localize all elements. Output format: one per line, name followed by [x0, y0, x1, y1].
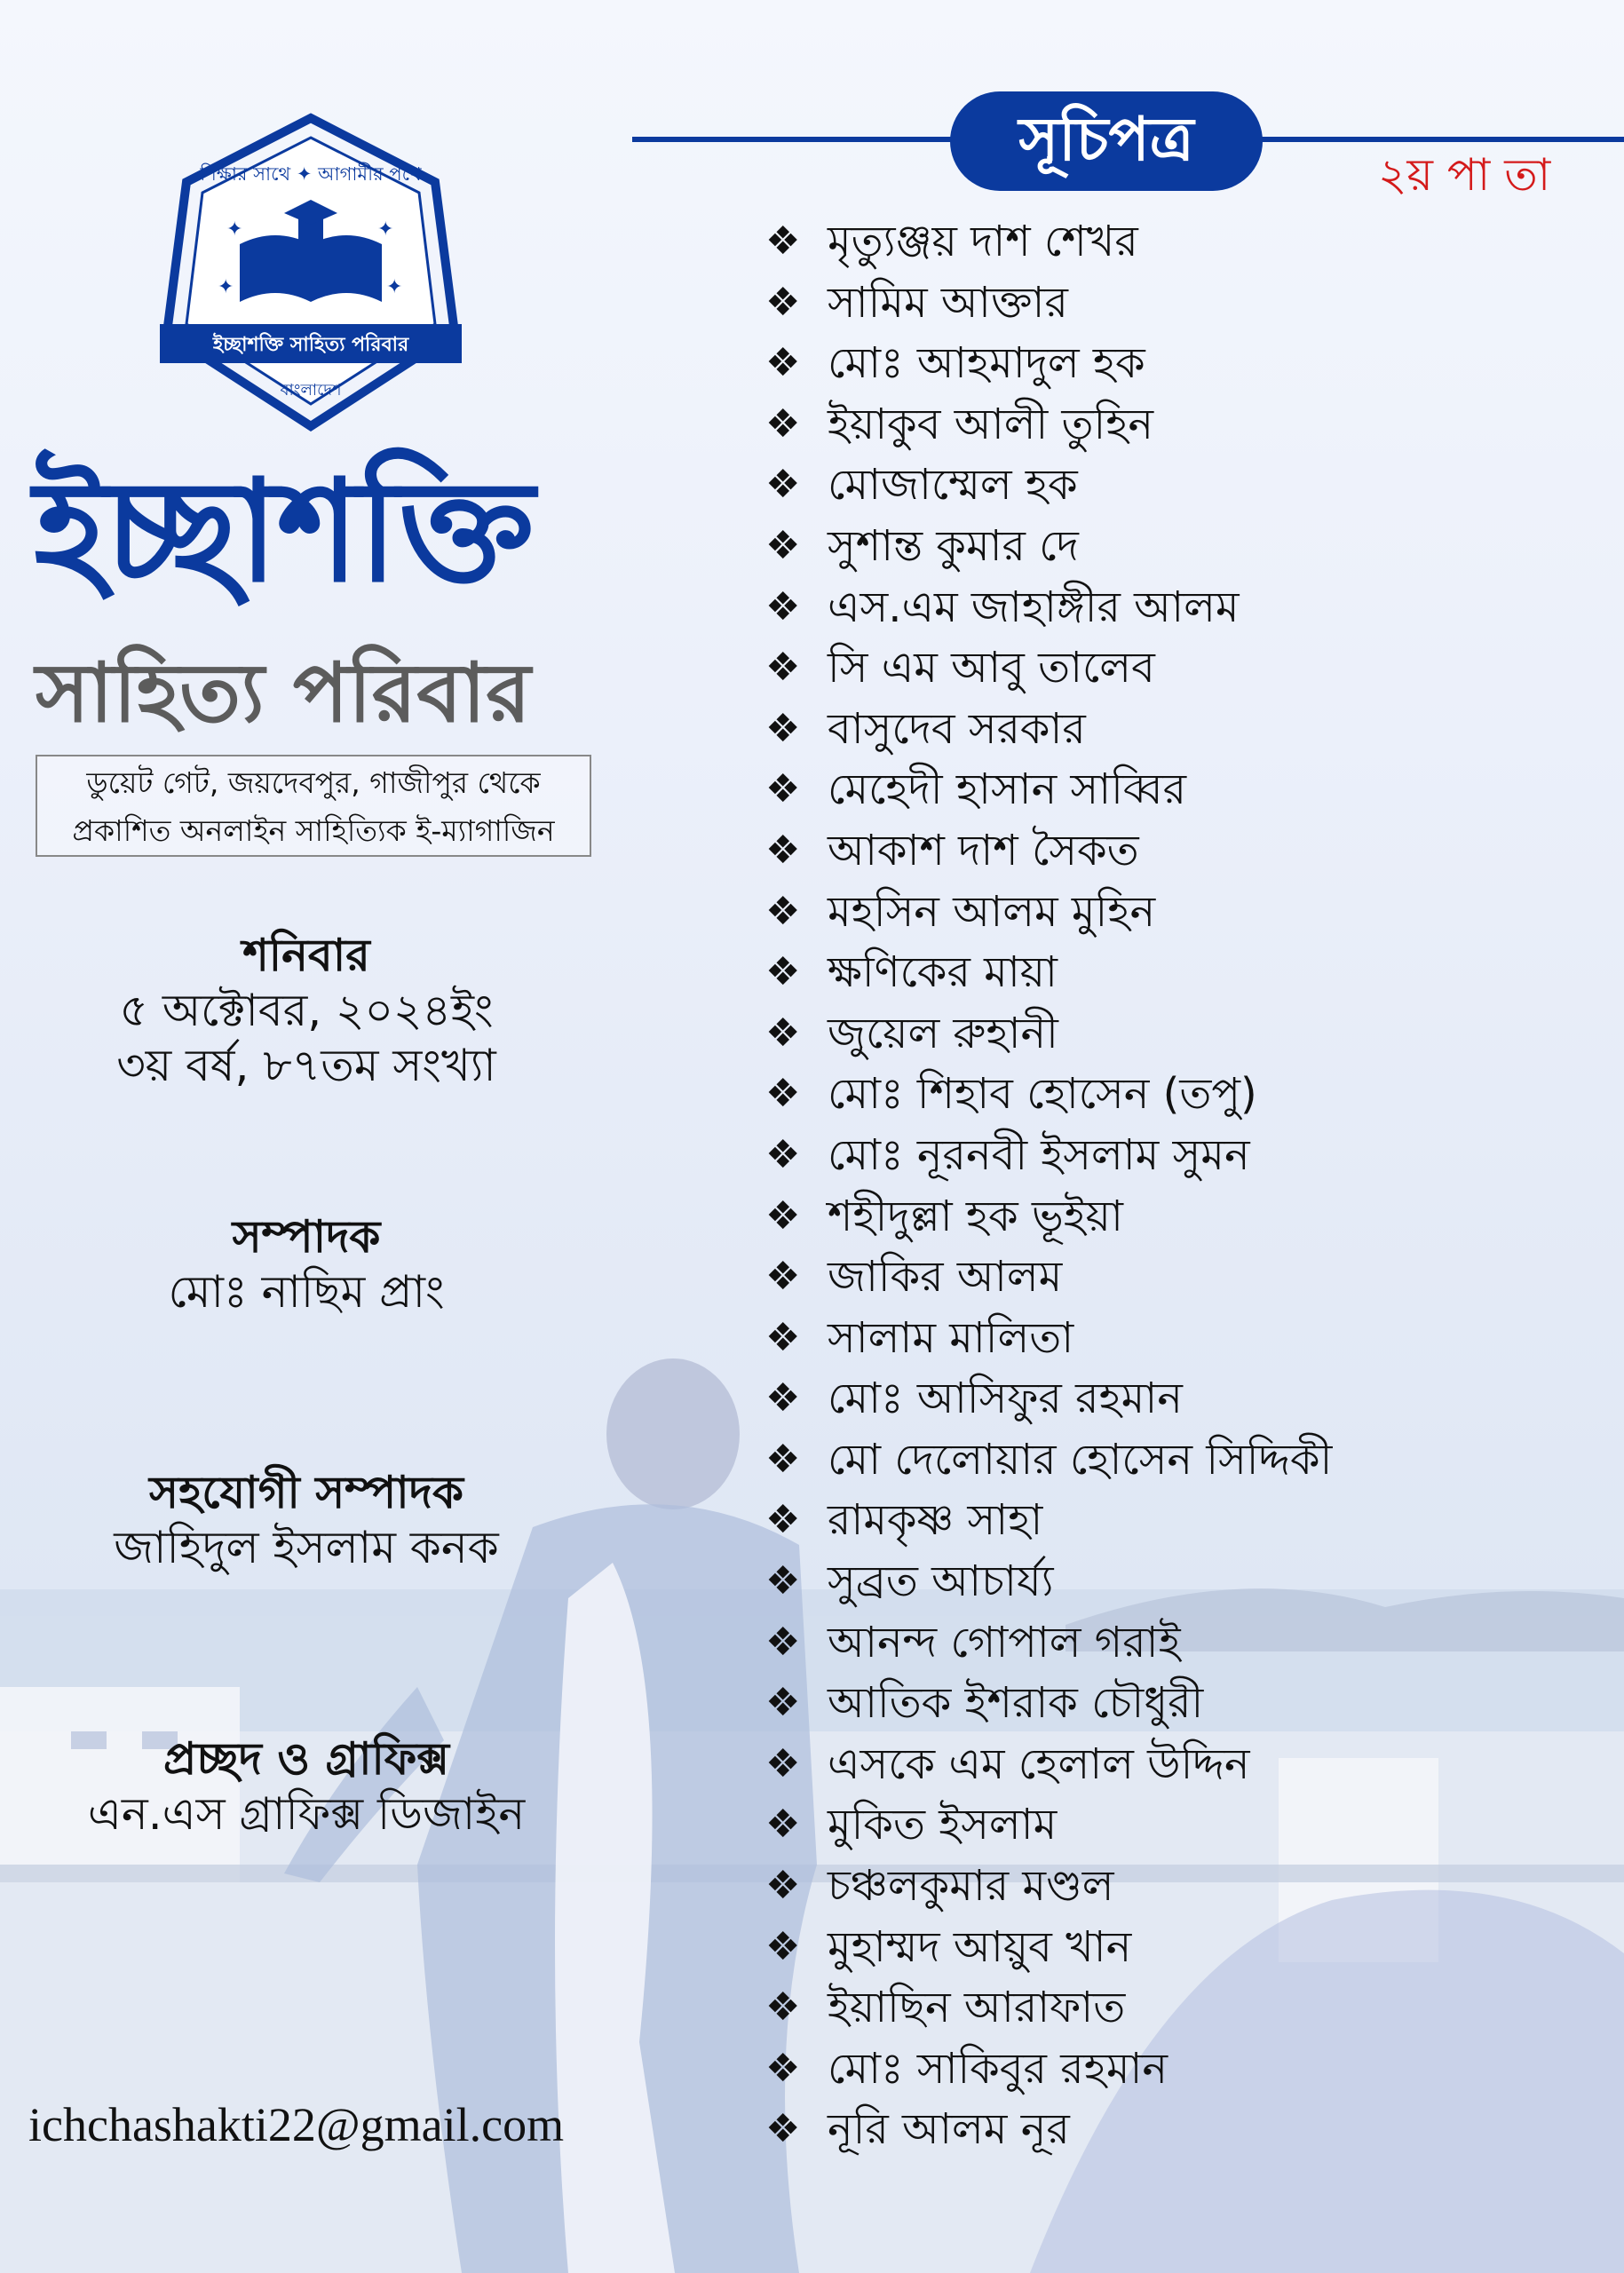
toc-item	[765, 1186, 1618, 1247]
diamond-bullet-icon: ❖	[765, 1863, 801, 1909]
editor-block	[0, 1209, 613, 1319]
toc-item	[765, 1977, 1618, 2039]
svg-text:✦: ✦	[218, 276, 234, 298]
toc-item	[765, 1247, 1618, 1308]
toc-item-author: এসকে এম হেলাল উদ্দিন	[828, 1738, 1250, 1789]
toc-item	[765, 2099, 1618, 2160]
toc-item	[765, 333, 1618, 394]
diamond-bullet-icon: ❖	[765, 2106, 801, 2152]
diamond-bullet-icon: ❖	[765, 462, 801, 508]
toc-item	[765, 516, 1618, 577]
diamond-bullet-icon: ❖	[765, 1314, 801, 1360]
diamond-bullet-icon: ❖	[765, 1131, 801, 1177]
toc-item	[765, 394, 1618, 455]
diamond-bullet-icon: ❖	[765, 1375, 801, 1422]
toc-item-author: আতিক ইশরাক চৌধুরী	[828, 1678, 1204, 1729]
toc-item	[765, 1368, 1618, 1430]
toc-item-author: সুশান্ত কুমার দে	[828, 520, 1079, 571]
diamond-bullet-icon: ❖	[765, 766, 801, 812]
diamond-bullet-icon: ❖	[765, 705, 801, 751]
diamond-bullet-icon: ❖	[765, 279, 801, 325]
contact-email[interactable]: ichchashakti22@gmail.com	[28, 2098, 565, 2151]
logo-bottom-text: বাংলাদেশ	[280, 381, 342, 400]
toc-item	[765, 2039, 1618, 2100]
diamond-bullet-icon: ❖	[765, 1984, 801, 2031]
diamond-bullet-icon: ❖	[765, 1802, 801, 1848]
toc-item-author: মৃত্যুঞ্জয় দাশ শেখর	[828, 217, 1138, 266]
toc-item-author: সি এম আবু তালেব	[828, 643, 1155, 693]
issue-day: শনিবার	[242, 930, 370, 981]
toc-item	[765, 1794, 1618, 1856]
cover-design-name: এন.এস গ্রাফিক্স ডিজাইন	[87, 1788, 526, 1840]
toc-item	[765, 699, 1618, 760]
toc-item	[765, 1064, 1618, 1125]
toc-item-author: সালাম মালিতা	[828, 1312, 1074, 1363]
toc-item	[765, 1003, 1618, 1065]
toc-item-author: সুব্রত আচার্য্য	[828, 1556, 1054, 1607]
page-number-label: ২য় পা তা	[1378, 149, 1551, 201]
diamond-bullet-icon: ❖	[765, 522, 801, 568]
toc-item-author: মুহাম্মদ আয়ুব খান	[828, 1921, 1132, 1972]
toc-item	[765, 1430, 1618, 1491]
diamond-bullet-icon: ❖	[765, 1923, 801, 1969]
associate-editor-block	[0, 1465, 613, 1575]
toc-item	[765, 1612, 1618, 1674]
toc-item	[765, 211, 1618, 273]
publication-line-1: ডুয়েট গেট, জয়দেবপুর, গাজীপুর থেকে	[86, 765, 541, 800]
diamond-bullet-icon: ❖	[765, 1680, 801, 1726]
svg-text:✦: ✦	[386, 276, 403, 298]
toc-item	[765, 638, 1618, 699]
toc-item	[765, 455, 1618, 516]
toc-item-author: বাসুদেব সরকার	[828, 703, 1086, 754]
toc-title: সূচিপত্র	[950, 91, 1263, 191]
toc-item-author: চঞ্চলকুমার মণ্ডল	[828, 1861, 1114, 1912]
svg-text:✦: ✦	[226, 218, 243, 241]
toc-item-author: মোঃ নূরনবী ইসলাম সুমন	[828, 1129, 1250, 1180]
diamond-bullet-icon: ❖	[765, 2045, 801, 2091]
toc-item-author: মেহেদী হাসান সাব্বির	[828, 764, 1186, 815]
diamond-bullet-icon: ❖	[765, 1071, 801, 1117]
svg-text:✦: ✦	[377, 218, 394, 241]
toc-item	[765, 1917, 1618, 1978]
cover-design-block	[0, 1731, 613, 1841]
toc-item-author: শহীদুল্লা হক ভূইয়া	[828, 1191, 1123, 1241]
editor-name: মোঃ নাছিম প্রাং	[168, 1266, 445, 1318]
toc-item-author: মোঃ সাকিবুর রহমান	[828, 2043, 1168, 2094]
diamond-bullet-icon: ❖	[765, 1436, 801, 1482]
diamond-bullet-icon: ❖	[765, 1497, 801, 1543]
issue-info	[0, 928, 613, 1093]
toc-list	[765, 211, 1618, 2160]
toc-item	[765, 1125, 1618, 1186]
toc-item-author: মহসিন আলম মুহিন	[828, 886, 1156, 937]
toc-item-author: মুকিত ইসলাম	[828, 1800, 1058, 1850]
diamond-bullet-icon: ❖	[765, 340, 801, 386]
toc-item-author: মোঃ আহমাদুল হক	[828, 338, 1145, 389]
diamond-bullet-icon: ❖	[765, 1192, 801, 1239]
toc-item-author: এস.এম জাহাঙ্গীর আলম	[828, 582, 1240, 632]
diamond-bullet-icon: ❖	[765, 583, 801, 630]
toc-item-author: মোজাম্মেল হক	[828, 460, 1078, 511]
toc-item	[765, 1308, 1618, 1369]
toc-item	[765, 759, 1618, 820]
magazine-subtitle: সাহিত্য পরিবার	[36, 645, 531, 741]
toc-item	[765, 820, 1618, 882]
diamond-bullet-icon: ❖	[765, 218, 801, 264]
organization-logo	[142, 111, 479, 440]
toc-item-author: ইয়াছিন আরাফাত	[828, 1983, 1126, 2033]
toc-item-author: জুয়েল রুহানী	[828, 1008, 1058, 1058]
toc-item-author: জাকির আলম	[828, 1252, 1063, 1303]
diamond-bullet-icon: ❖	[765, 827, 801, 873]
toc-item-author: আকাশ দাশ সৈকত	[828, 825, 1139, 875]
diamond-bullet-icon: ❖	[765, 1010, 801, 1056]
toc-item	[765, 273, 1618, 334]
publication-info-box	[36, 755, 591, 857]
toc-item	[765, 1673, 1618, 1734]
toc-header-rule-left	[632, 137, 970, 142]
logo-arc-text: শিক্ষার সাথে ✦ আগামীর পথে	[200, 163, 422, 185]
toc-item-author: মোঃ শিহাব হোসেন (তপু)	[828, 1069, 1257, 1120]
toc-item-author: মোঃ আসিফুর রহমান	[828, 1374, 1183, 1424]
toc-item	[765, 1490, 1618, 1551]
toc-item	[765, 1734, 1618, 1795]
diamond-bullet-icon: ❖	[765, 1558, 801, 1604]
logo-banner-text: ইচ্ছাশক্তি সাহিত্য পরিবার	[212, 334, 409, 356]
toc-item	[765, 1551, 1618, 1612]
toc-item	[765, 942, 1618, 1003]
toc-item-author: নূরি আলম নূর	[828, 2104, 1070, 2155]
toc-item	[765, 1856, 1618, 1917]
toc-item-author: সামিম আক্তার	[828, 277, 1068, 328]
associate-editor-name: জাহিদুল ইসলাম কনক	[114, 1522, 499, 1573]
toc-item-author: আনন্দ গোপাল গরাই	[828, 1617, 1181, 1667]
associate-editor-label: সহযোগী সম্পাদক	[149, 1467, 463, 1518]
diamond-bullet-icon: ❖	[765, 888, 801, 934]
publication-line-2: প্রকাশিত অনলাইন সাহিত্যিক ই-ম্যাগাজিন	[72, 813, 555, 848]
toc-item-author: মো দেলোয়ার হোসেন সিদ্দিকী	[828, 1434, 1333, 1485]
diamond-bullet-icon: ❖	[765, 1740, 801, 1786]
magazine-title: ইচ্ছাশক্তি	[34, 450, 533, 614]
toc-item-author: ক্ষণিকের মায়া	[828, 947, 1058, 998]
editor-label: সম্পাদক	[232, 1211, 381, 1263]
toc-item	[765, 577, 1618, 638]
toc-item-author: রামকৃষ্ণ সাহা	[828, 1495, 1043, 1546]
toc-item-author: ইয়াকুব আলী তুহিন	[828, 399, 1154, 449]
diamond-bullet-icon: ❖	[765, 1619, 801, 1665]
issue-date: ৫ অক্টোবর, ২০২৪ইং	[119, 985, 494, 1036]
diamond-bullet-icon: ❖	[765, 400, 801, 447]
diamond-bullet-icon: ❖	[765, 645, 801, 691]
toc-item	[765, 882, 1618, 943]
diamond-bullet-icon: ❖	[765, 1254, 801, 1300]
issue-volume: ৩য় বর্ষ, ৮৭তম সংখ্যা	[116, 1040, 496, 1091]
diamond-bullet-icon: ❖	[765, 949, 801, 995]
cover-design-label: প্রচ্ছদ ও গ্রাফিক্স	[162, 1733, 450, 1785]
